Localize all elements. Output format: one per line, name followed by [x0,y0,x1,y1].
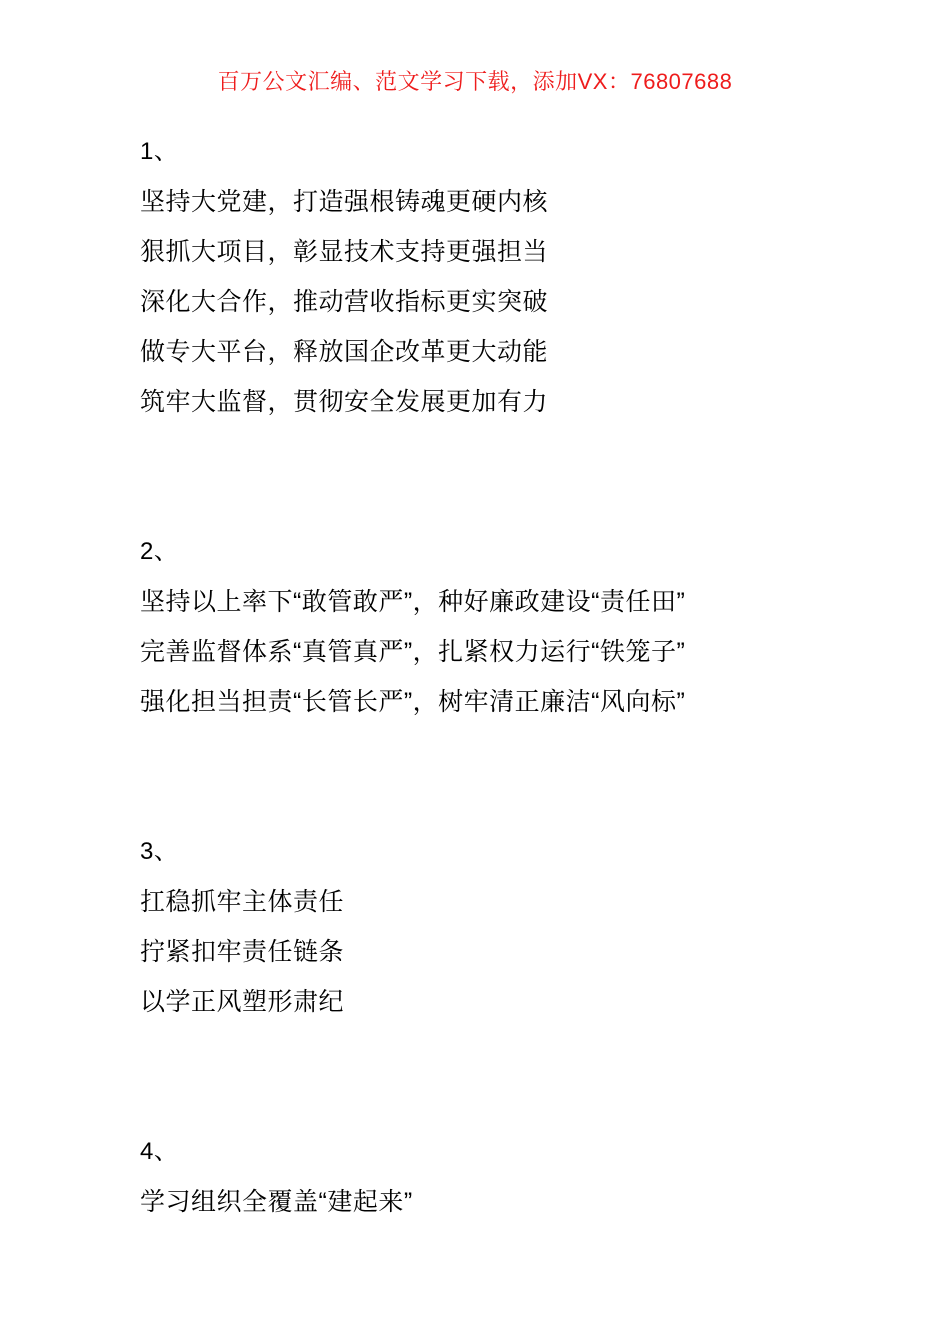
section-2-line-2: 完善监督体系“真管真严”，扎紧权力运行“铁笼子” [140,638,686,666]
section-3 [140,827,890,1027]
section-2 [140,527,890,727]
section-1 [140,127,890,427]
section-1-line-1: 坚持大党建，打造强根铸魂更硬内核 [140,188,549,216]
section-1-line-3: 深化大合作，推动营收指标更实突破 [140,288,549,316]
section-2-number: 2、 [140,538,179,565]
section-1-line-4: 做专大平台，释放国企改革更大动能 [140,338,549,366]
section-4-line-1: 学习组织全覆盖“建起来” [140,1188,413,1216]
section-1-number: 1、 [140,138,179,165]
section-1-line-5: 筑牢大监督，贯彻安全发展更加有力 [140,388,549,416]
section-2-line-1: 坚持以上率下“敢管敢严”，种好廉政建设“责任田” [140,588,686,616]
section-2-line-3: 强化担当担责“长管长严”，树牢清正廉洁“风向标” [140,688,686,716]
section-3-number: 3、 [140,838,179,865]
section-3-line-1: 扛稳抓牢主体责任 [140,888,345,916]
section-4-number: 4、 [140,1138,179,1165]
promo-header-text: 百万公文汇编、范文学习下载，添加VX：76807688 [217,69,733,94]
document-content [0,127,950,1227]
section-4 [140,1127,890,1227]
section-3-line-2: 拧紧扣牢责任链条 [140,938,345,966]
section-3-line-3: 以学正风塑形肃纪 [140,988,345,1016]
section-1-line-2: 狠抓大项目，彰显技术支持更强担当 [140,238,549,266]
